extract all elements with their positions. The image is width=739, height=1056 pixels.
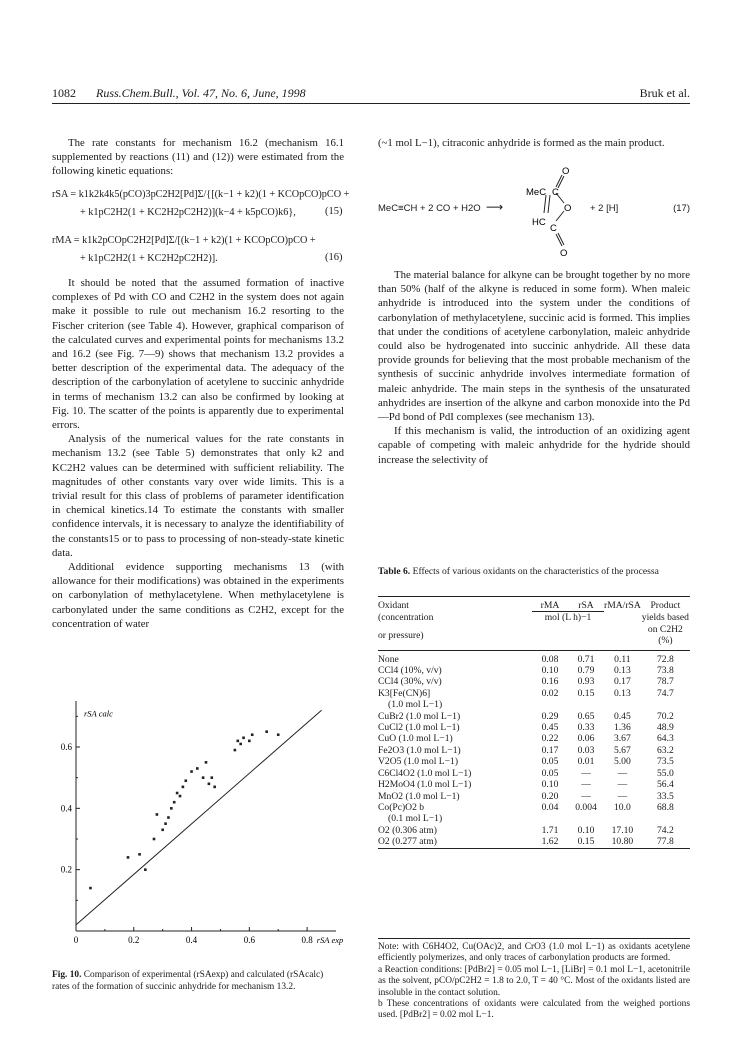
table-cell: 0.04 [541, 801, 559, 813]
table-row [378, 650, 690, 665]
data-point [173, 801, 176, 804]
head-oxidant: Oxidant [378, 600, 409, 612]
data-point [265, 730, 268, 733]
table-cell: 0.17 [613, 676, 631, 688]
x-tick-label: 0 [73, 935, 79, 945]
left-paragraph-3: Additional evidence supporting mechanisms 13 (with allowance for their modifications) was obtained in the experiments on carbonylation of methylacetylene. When methylacetylene is carbonylated under the same conditions as C2H2, except for the concentration of water [52, 561, 344, 630]
table-cell: 64.3 [656, 733, 674, 745]
head-rsa: rSA [568, 597, 604, 612]
x-axis-label: rSA exp [316, 935, 344, 945]
figure-caption-text: Comparison of experimental (rSAexp) and calculated (rSAcalc) rates of the formation of succinic anhydride for mechanism 13.2. [52, 970, 324, 992]
reaction-number: (17) [673, 203, 690, 214]
table-cell: 0.29 [541, 710, 559, 722]
table-row [378, 722, 690, 733]
data-point [182, 786, 185, 789]
equation-16-number: (16) [325, 252, 343, 263]
table-cell: 63.2 [656, 744, 674, 756]
data-point [161, 829, 164, 832]
table-cell: 3.67 [613, 733, 631, 745]
table-cell: — [617, 779, 628, 791]
head-rma: rMA [532, 597, 568, 612]
table-cell: 0.05 [541, 756, 559, 768]
table-cell: 78.7 [656, 676, 674, 688]
table-cell: 0.17 [541, 744, 559, 756]
head-oxidant-2: (concentration [378, 612, 434, 624]
data-point [153, 838, 156, 841]
data-point [179, 795, 182, 798]
carbonyl-oxygen-bottom: O [560, 248, 568, 258]
table-cell: 0.05 [541, 767, 559, 779]
reaction-arrow-icon: ⟶ [486, 200, 504, 214]
table-row [378, 779, 690, 790]
table-row [378, 813, 690, 824]
table-row [378, 745, 690, 756]
data-point [236, 740, 239, 743]
table-cell: CCl4 (10%, v/v) [378, 665, 442, 677]
data-point [213, 786, 216, 789]
left-intro [52, 136, 344, 179]
table-cell: 0.15 [577, 687, 595, 699]
table-6-caption [378, 566, 690, 578]
table-cell: 74.2 [656, 824, 674, 836]
table-cell: 0.93 [577, 676, 595, 688]
table-cell: C6Cl4O2 (1.0 mol L−1) [378, 767, 472, 779]
table-cell: 0.01 [577, 756, 595, 768]
table-row [378, 768, 690, 779]
table-note-a: a Reaction conditions: [PdBr2] = 0.05 mol L−1, [LiBr] = 0.1 mol L−1, acetonitrile as the solvent, pCO/pC2H2 = 1.8 to 2.0, T = 40 °C. Most of the oxidants listed are insoluble in the contact solution. [378, 964, 690, 998]
table-6-body [378, 650, 690, 848]
table-note: Note: with C6H4O2, Cu(OAc)2, and CrO3 (1.0 mol L−1) as oxidants acetylene efficiently polymerizes, and only traces of carbonylation products are formed. [378, 938, 690, 965]
table-cell: K3[Fe(CN)6] [378, 687, 431, 699]
data-point [164, 822, 167, 825]
table-cell [568, 699, 604, 710]
table-cell [604, 699, 641, 710]
table-cell: CCl4 (30%, v/v) [378, 676, 442, 688]
table-cell: — [617, 790, 628, 802]
table-cell: 0.06 [577, 733, 595, 745]
table-cell: 0.13 [613, 665, 631, 677]
table-cell: 0.13 [613, 687, 631, 699]
authors: Bruk et al. [639, 86, 690, 100]
intro-paragraph: The rate constants for mechanism 16.2 (mechanism 16.1 supplemented by reactions (11) and (12)) were estimated from the following kinetic equations: [52, 137, 344, 178]
data-point [89, 887, 92, 890]
journal-title: Russ.Chem.Bull., Vol. 47, No. 6, June, 1998 [96, 86, 306, 100]
table-cell: 1.62 [541, 836, 559, 848]
data-point [210, 776, 213, 779]
data-point [127, 856, 130, 859]
head-yield-2: yields based [641, 612, 689, 624]
table-cell: 55.0 [656, 767, 674, 779]
data-point [205, 761, 208, 764]
table-cell: Co(Pc)O2 b [378, 801, 425, 813]
table-cell [604, 813, 641, 824]
figure-10-caption [52, 970, 342, 993]
table-cell: 77.8 [656, 836, 674, 848]
equation-16-line1: rMA = k1k2pCOpC2H2[Pd]Σ/[(k−1 + k2)(1 + KCOpCO)pCO + [52, 235, 316, 246]
data-point [176, 792, 179, 795]
table-cell [641, 813, 690, 824]
table-cell: H2MoO4 (1.0 mol L−1) [378, 779, 472, 791]
running-header [52, 86, 690, 102]
table-cell: MnO2 (1.0 mol L−1) [378, 790, 460, 802]
table-cell: 73.5 [656, 756, 674, 768]
data-point [208, 783, 211, 786]
table-row [378, 836, 690, 848]
figure-marks [76, 710, 322, 925]
table-cell: 5.67 [613, 744, 631, 756]
table-cell: — [581, 790, 591, 802]
table-cell: 73.8 [656, 665, 674, 677]
table-cell [641, 699, 690, 710]
table-cell: 0.10 [577, 824, 595, 836]
table-cell: 33.5 [656, 790, 674, 802]
head-yield-3: on C2H2 (%) [647, 623, 683, 647]
table-cell: 0.10 [541, 665, 559, 677]
table-cell [532, 813, 568, 824]
table-cell: 10.80 [611, 836, 634, 848]
table-cell: (0.1 mol L−1) [388, 813, 443, 825]
head-yield-1: Product [650, 600, 681, 612]
figure-caption-label: Fig. 10. [52, 970, 82, 980]
equation-15-line2: + k1pC2H2(1 + KC2H2pC2H2)](k−4 + k5pCO)k6}, [80, 207, 296, 218]
table-cell: 48.9 [656, 722, 674, 734]
equation-15-line1: rSA = k1k2k4k5(pCO)3pC2H2[Pd]Σ/{[(k−1 + k2)(1 + KCOpCO)pCO + [52, 189, 350, 200]
table-cell: CuO (1.0 mol L−1) [378, 733, 453, 745]
table-cell: 0.16 [541, 676, 559, 688]
figure-axes [61, 701, 344, 945]
equation-16-line2: + k1pC2H2(1 + KC2H2pC2H2)]. [80, 253, 218, 264]
data-point [242, 737, 245, 740]
methyl-carbon-label: MeC [526, 187, 547, 198]
carbonyl-oxygen-top: O [562, 166, 570, 177]
data-point [277, 733, 280, 736]
table-cell: 0.45 [613, 710, 631, 722]
head-oxidant-3: or pressure) [378, 629, 424, 641]
table-caption-text: Effects of various oxidants on the characteristics of the processa [412, 566, 659, 577]
table-cell: 0.10 [541, 779, 559, 791]
table-cell: 72.8 [656, 653, 674, 665]
table-cell: 0.004 [575, 801, 597, 813]
data-point [196, 767, 199, 770]
data-point [144, 868, 147, 871]
reaction-rhs: + 2 [H] [590, 203, 619, 214]
table-cell [568, 813, 604, 824]
table-cell: 0.03 [577, 744, 595, 756]
table-cell: 70.2 [656, 710, 674, 722]
head-ratio: rMA/rSA [604, 600, 641, 612]
figure-10-scatter [52, 691, 344, 966]
table-6 [378, 596, 690, 849]
table-row [378, 676, 690, 687]
fit-line [76, 710, 322, 925]
table-row [378, 699, 690, 710]
table-cell: Fe2O3 (1.0 mol L−1) [378, 744, 461, 756]
table-cell: 17.10 [611, 824, 634, 836]
carbonyl-carbon-top: C [552, 187, 559, 198]
data-point [248, 740, 251, 743]
table-cell: 68.8 [656, 801, 674, 813]
left-body [52, 276, 344, 631]
table-cell: O2 (0.277 atm) [378, 836, 437, 848]
table-cell: 1.36 [613, 722, 631, 734]
table-cell: None [378, 653, 399, 665]
data-point [167, 816, 170, 819]
table-note-b: b These concentrations of oxidants were calculated from the weighed portions used. [PdBr2] = 0.02 mol L−1. [378, 999, 690, 1021]
table-row [378, 756, 690, 767]
table-cell: 5.00 [613, 756, 631, 768]
header-rule [52, 103, 690, 104]
data-point [239, 743, 242, 746]
head-units: mol (L h)−1 [544, 612, 592, 624]
right-paragraph-0: (~1 mol L−1), citraconic anhydride is formed as the main product. [378, 137, 665, 149]
table-cell: 0.22 [541, 733, 559, 745]
equation-15-number: (15) [325, 206, 343, 217]
left-paragraph-1: It should be noted that the assumed formation of inactive complexes of Pd with CO and C2H2 in the system does not again make it possible to rule out mechanism 16.2 resorting to the Fischer criterion (see Table 4). However, graphical comparison of the calculated curves and experimental points for mechanisms 13.2 and 16.2 (see Fig. 7—9) shows that mechanism 13.2 provides a better description of the experimental data. The adequacy of the description of the carbonylation of acetylene to succinic anhydride in terms of mechanism 13.2 can also be confirmed by looking at Fig. 10. The scatter of the points is apparently due to experimental errors. [52, 277, 344, 432]
hc-label: HC [532, 217, 546, 228]
anhydride-structure [518, 163, 588, 258]
right-body [378, 268, 690, 467]
table-row [378, 688, 690, 699]
table-cell: V2O5 (1.0 mol L−1) [378, 756, 459, 768]
table-cell [532, 699, 568, 710]
table-cell: — [581, 779, 591, 791]
table-caption-label: Table 6. [378, 566, 411, 577]
table-row [378, 802, 690, 813]
x-tick-label: 0.8 [301, 935, 313, 945]
data-point [156, 813, 159, 816]
table-cell: CuCl2 (1.0 mol L−1) [378, 722, 460, 734]
table-row [378, 825, 690, 836]
x-tick-label: 0.2 [128, 935, 140, 945]
table-cell: 0.15 [577, 836, 595, 848]
table-cell: — [581, 767, 591, 779]
table-cell: 0.71 [577, 653, 595, 665]
table-cell: 0.20 [541, 790, 559, 802]
right-paragraph-2: If this mechanism is valid, the introduction of an oxidizing agent capable of competing with maleic anhydride for the hydride should increase the selectivity of [378, 425, 690, 466]
table-cell: 0.02 [541, 687, 559, 699]
table-cell: CuBr2 (1.0 mol L−1) [378, 710, 461, 722]
table-row [378, 665, 690, 676]
data-point [234, 749, 237, 752]
table-cell: 0.08 [541, 653, 559, 665]
table-cell: O2 (0.306 atm) [378, 824, 437, 836]
table-cell: 1.71 [541, 824, 559, 836]
data-point [184, 779, 187, 782]
table-cell: 74.7 [656, 687, 674, 699]
carbonyl-carbon-bottom: C [550, 223, 557, 234]
table-cell: 0.45 [541, 722, 559, 734]
y-axis-label: rSA calc [84, 708, 113, 719]
table-cell: — [617, 767, 628, 779]
reaction-lhs: MeC≡CH + 2 CO + H2O [378, 203, 481, 214]
page-number: 1082 [52, 86, 76, 100]
table-cell: 0.33 [577, 722, 595, 734]
y-tick-label: 0.4 [60, 803, 72, 814]
data-point [170, 807, 173, 810]
table-cell: (1.0 mol L−1) [388, 699, 443, 711]
data-point [138, 853, 141, 856]
table-row [378, 733, 690, 744]
y-tick-label: 0.6 [60, 742, 72, 752]
table-cell: 56.4 [656, 779, 674, 791]
table-cell: 10.0 [613, 801, 631, 813]
ring-oxygen: O [564, 203, 572, 214]
left-paragraph-2: Analysis of the numerical values for the rate constants in mechanism 13.2 (see Table 5) demonstrates that only k2 and KC2H2 values can be determined with sufficient reliability. The magnitudes of other constants vary over wide limits. This is a trivial result for this class of problems of parameter identification in chemical kinetics.14 To estimate the constants with smaller confidence intervals, it is necessary to analyze the identifiability of the constants15 or to pass to processing of non-steady-state kinetic data. [52, 433, 344, 559]
data-point [190, 770, 193, 773]
table-cell: 0.65 [577, 710, 595, 722]
table-row [378, 791, 690, 802]
table-cell: 0.79 [577, 665, 595, 677]
table-row [378, 711, 690, 722]
y-tick-label: 0.2 [60, 864, 72, 875]
table-cell: 0.11 [614, 653, 631, 665]
right-paragraph-1: The material balance for alkyne can be brought together by no more than 50% (half of the alkyne is reduced in some form). When maleic anhydride is introduced into the system under the conditions of carbonylation of methylacetylene, succinic acid is formed. This implies that under the conditions of acetylene carbonylation, maleic anhydride could also be hydrogenated into succinic anhydride. All these data provide grounds for believing that the most probable mechanism of the synthesis of succinic anhydride involves intermediate formation of maleic anhydride. The main steps in the synthesis of the unsaturated anhydrides are insertion of the alkyne and carbon monoxide into the Pd—Pd bond of PdI complexes (see mechanism 13). [378, 269, 690, 424]
x-tick-label: 0.4 [185, 935, 198, 945]
reaction-17 [378, 145, 690, 260]
table-6-notes [378, 938, 690, 1022]
data-point [251, 733, 254, 736]
x-tick-label: 0.6 [243, 935, 255, 945]
data-point [202, 776, 205, 779]
